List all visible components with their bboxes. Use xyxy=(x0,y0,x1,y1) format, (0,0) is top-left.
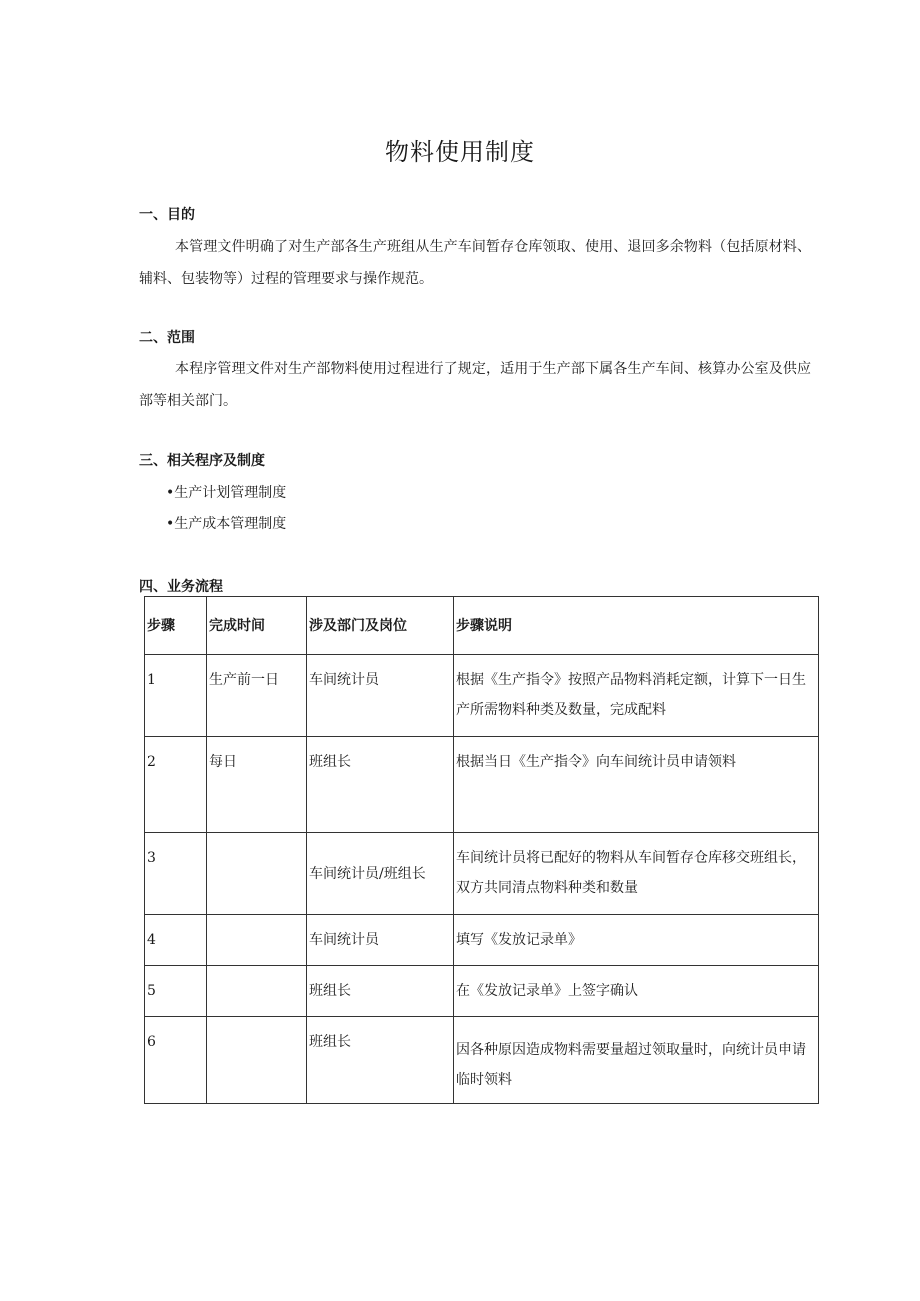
dept-cell: 车间统计员/班组长 xyxy=(307,833,454,915)
column-header-time: 完成时间 xyxy=(207,597,307,655)
dept-cell: 班组长 xyxy=(307,966,454,1017)
desc-cell: 因各种原因造成物料需要量超过领取量时，向统计员申请临时领料 xyxy=(454,1017,819,1104)
step-cell: 6 xyxy=(145,1017,207,1104)
time-cell xyxy=(207,833,307,915)
dept-cell: 车间统计员 xyxy=(307,915,454,966)
bullet-item: •生产计划管理制度 xyxy=(166,485,287,501)
desc-cell: 根据当日《生产指令》向车间统计员申请领料 xyxy=(454,737,819,833)
step-cell: 4 xyxy=(145,915,207,966)
table-header-row xyxy=(145,597,819,655)
table-row xyxy=(145,966,819,1017)
section-heading-related: 三、相关程序及制度 xyxy=(139,453,265,469)
time-cell xyxy=(207,1017,307,1104)
dept-cell: 车间统计员 xyxy=(307,655,454,737)
table-row xyxy=(145,833,819,915)
section-paragraph-purpose: 本管理文件明确了对生产部各生产班组从生产车间暂存仓库领取、使用、退回多余物料（包括原材料、辅料、包装物等）过程的管理要求与操作规范。 xyxy=(139,239,811,287)
desc-cell: 在《发放记录单》上签字确认 xyxy=(454,966,819,1017)
dept-cell: 班组长 xyxy=(307,1017,454,1104)
desc-cell: 根据《生产指令》按照产品物料消耗定额，计算下一日生产所需物料种类及数量，完成配料 xyxy=(454,655,819,737)
section-heading-purpose: 一、目的 xyxy=(139,207,195,223)
dept-cell: 班组长 xyxy=(307,737,454,833)
table-row xyxy=(145,737,819,833)
step-cell: 5 xyxy=(145,966,207,1017)
process-table xyxy=(144,596,819,1104)
step-cell: 1 xyxy=(145,655,207,737)
column-header-step: 步骤 xyxy=(145,597,207,655)
column-header-desc: 步骤说明 xyxy=(454,597,819,655)
time-cell: 每日 xyxy=(207,737,307,833)
section-heading-scope: 二、范围 xyxy=(139,330,195,346)
time-cell: 生产前一日 xyxy=(207,655,307,737)
time-cell xyxy=(207,915,307,966)
column-header-dept: 涉及部门及岗位 xyxy=(307,597,454,655)
time-cell xyxy=(207,966,307,1017)
table-row xyxy=(145,915,819,966)
section-paragraph-scope: 本程序管理文件对生产部物料使用过程进行了规定，适用于生产部下属各生产车间、核算办公室及供应部等相关部门。 xyxy=(139,361,811,409)
step-cell: 3 xyxy=(145,833,207,915)
desc-cell: 填写《发放记录单》 xyxy=(454,915,819,966)
table-row xyxy=(145,1017,819,1104)
document-title: 物料使用制度 xyxy=(385,138,535,166)
table-row xyxy=(145,655,819,737)
desc-cell: 车间统计员将已配好的物料从车间暂存仓库移交班组长，双方共同清点物料种类和数量 xyxy=(454,833,819,915)
section-heading-process: 四、业务流程 xyxy=(139,579,223,595)
bullet-item: •生产成本管理制度 xyxy=(166,516,287,532)
step-cell: 2 xyxy=(145,737,207,833)
